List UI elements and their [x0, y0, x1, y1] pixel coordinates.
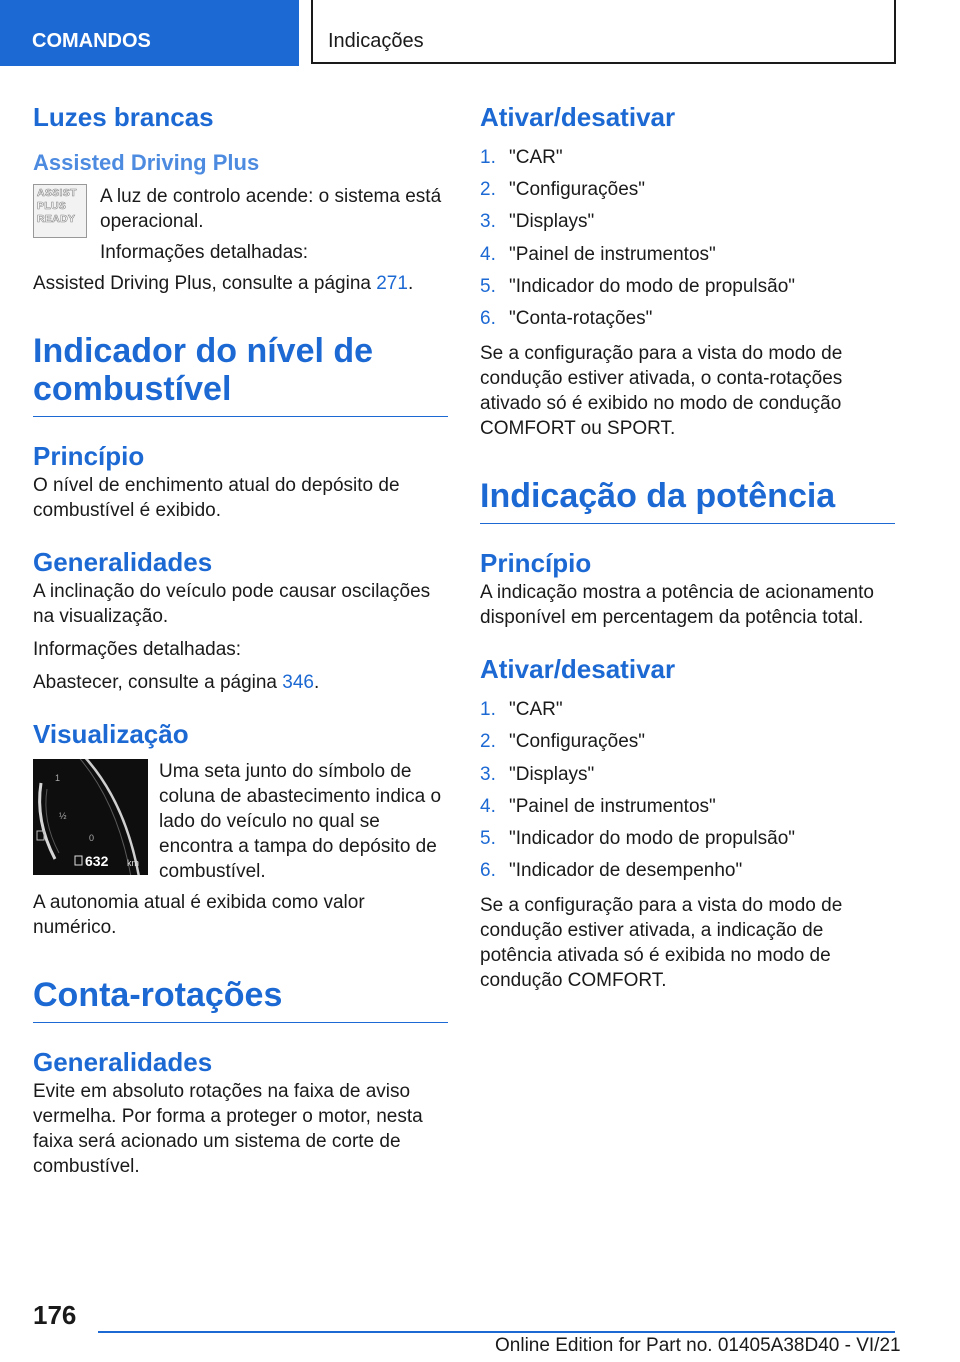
assist-indicator-row	[33, 184, 448, 265]
list-item: 1. "CAR"	[480, 699, 563, 721]
fuel-description	[159, 759, 448, 884]
page-link-346[interactable]: 346	[282, 672, 314, 693]
heading-ativar-desativar-rpm: Ativar/desativar	[480, 102, 676, 132]
page-link-271[interactable]: 271	[376, 273, 408, 294]
heading-fuel-indicator: Indicador do nível de combustível	[33, 332, 448, 417]
chapter-title: Indicações	[311, 0, 896, 64]
heading-luzes-brancas: Luzes brancas	[33, 102, 214, 132]
heading-assisted-driving: Assisted Driving Plus	[33, 150, 260, 175]
rpm-activate-note: Se a configuração para a vista do modo de condução estiver ativada, o conta-rotações ativado só é exibido no modo de condução COMFORT ou SPORT.	[480, 343, 843, 440]
power-activate-note: Se a configuração para a vista do modo de condução estiver ativada, a indicação de potência ativada só é exibida no modo de condução COMFORT.	[480, 895, 843, 992]
assist-reference	[33, 271, 448, 296]
fuel-display-row	[33, 759, 448, 884]
list-item: 6. "Indicador de desempenho"	[480, 860, 743, 882]
principio-text: O nível de enchimento atual do depósito de combustível é exibido.	[33, 475, 400, 521]
fuel-gauge-image	[33, 759, 148, 875]
rpm-steps-list	[480, 142, 895, 335]
list-item: 3. "Displays"	[480, 763, 595, 785]
heading-visualizacao: Visualização	[33, 719, 189, 749]
assist-ref-end: .	[407, 273, 414, 294]
visualizacao-text-2: A autonomia atual é exibida como valor numérico.	[33, 892, 365, 938]
gauge-tick-half: ½	[59, 811, 67, 821]
list-item: 2. "Configurações"	[480, 179, 646, 201]
generalidades-text-2: Informações detalhadas:	[33, 639, 242, 660]
edition-text: Online Edition for Part no. 01405A38D40 - VI/21	[495, 1335, 901, 1356]
heading-ativar-desativar-power: Ativar/desativar	[480, 654, 676, 685]
assist-text-1: A luz de controlo acende: o sistema está operacional.	[100, 186, 442, 232]
fuel-gauge-graphic	[33, 759, 148, 875]
power-principio-text: A indicação mostra a potência de acionamento disponível em percentagem da potência total.	[480, 582, 874, 629]
list-item: 4. "Painel de instrumentos"	[480, 243, 716, 265]
generalidades-text-1: A inclinação do veículo pode causar oscilações na visualização.	[33, 581, 431, 627]
page-header	[0, 0, 960, 66]
assist-text-2: Informações detalhadas:	[100, 242, 309, 263]
heading-principio: Princípio	[33, 441, 145, 471]
rpm-generalidades-text: Evite em absoluto rotações na faixa de aviso vermelha. Por forma a proteger o motor, nesta faixa será acionado um sistema de corte de combustível.	[33, 1081, 423, 1177]
heading-power-principio: Princípio	[480, 548, 592, 579]
power-steps-list	[480, 694, 895, 887]
footer-divider	[98, 1331, 895, 1333]
visualizacao-text-1: Uma seta junto do símbolo de coluna de abastecimento indica o lado do veículo no qual se encontra a tampa do depósito de combustível.	[159, 761, 442, 882]
gauge-range-value: 632	[85, 853, 109, 869]
page-number: 176	[33, 1300, 77, 1330]
assist-description	[100, 184, 448, 265]
generalidades-reference	[33, 670, 448, 695]
gauge-tick-1: 1	[55, 773, 61, 783]
assist-plus-ready-icon: ASSIST PLUS READY	[33, 184, 87, 238]
general-ref-text: Abastecer, consulte a página	[33, 672, 283, 693]
heading-conta-rotacoes: Conta-rotações	[33, 976, 448, 1023]
left-column	[33, 100, 448, 1179]
list-item: 1. "CAR"	[480, 147, 563, 168]
gauge-range-unit: km	[127, 858, 139, 868]
gauge-tick-0: 0	[89, 833, 95, 843]
list-item: 5. "Indicador do modo de propulsão"	[480, 828, 796, 850]
list-item: 4. "Painel de instrumentos"	[480, 795, 716, 817]
right-column	[480, 100, 895, 993]
heading-generalidades: Generalidades	[33, 547, 213, 577]
list-item: 5. "Indicador do modo de propulsão"	[480, 275, 796, 297]
heading-indicacao-potencia: Indicação da potência	[480, 477, 895, 524]
section-tab: COMANDOS	[0, 0, 299, 66]
list-item: 3. "Displays"	[480, 211, 595, 233]
heading-rpm-generalidades: Generalidades	[33, 1047, 213, 1077]
assist-ref-text: Assisted Driving Plus, consulte a página	[33, 273, 377, 294]
list-item: 2. "Configurações"	[480, 731, 646, 753]
general-ref-end: .	[314, 672, 320, 693]
list-item: 6. "Conta-rotações"	[480, 308, 653, 330]
